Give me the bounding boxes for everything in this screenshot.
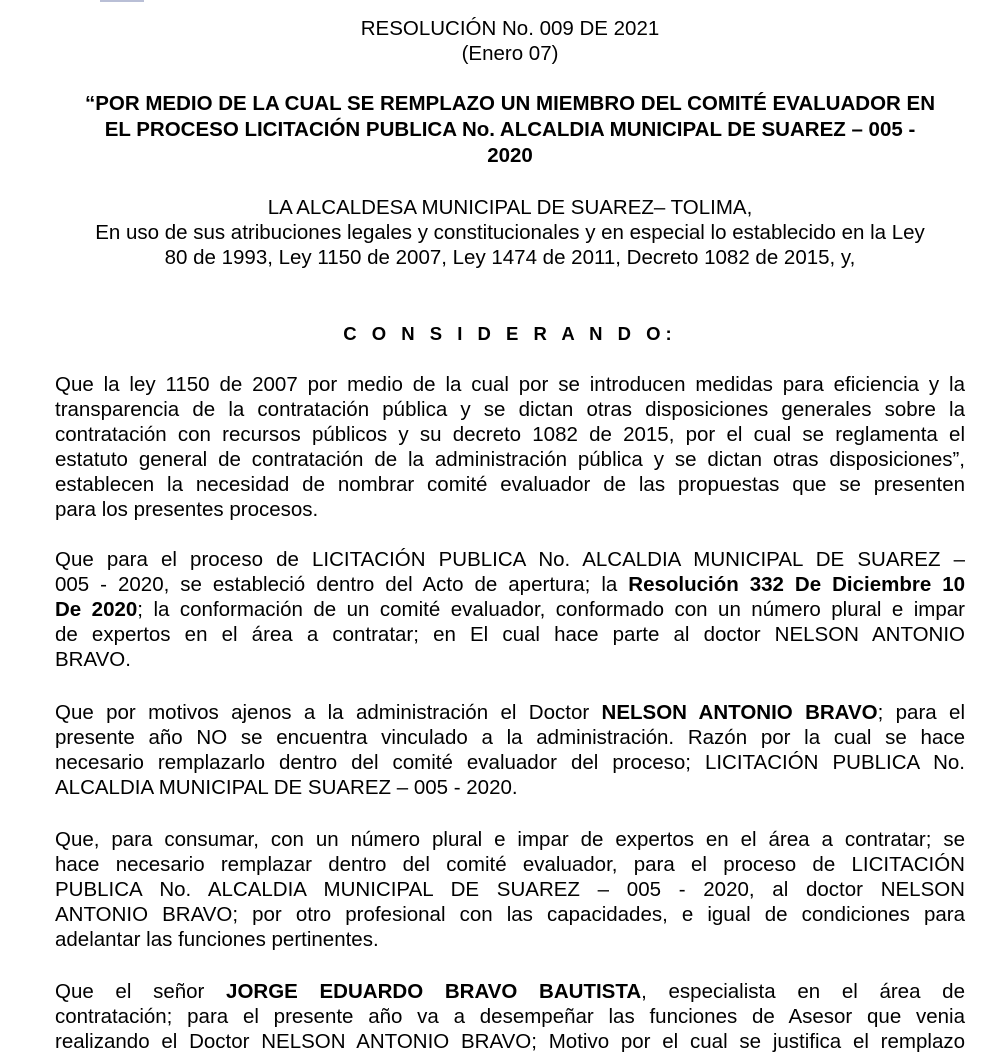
p5-line-2: contratación; para el presente año va a desempeñar las funciones de Asesor que venia	[55, 1005, 965, 1028]
person-name-nelson: NELSON ANTONIO BRAVO	[601, 701, 878, 724]
p3-line-1-end: ; para el	[877, 701, 965, 724]
p1-line-3: contratación con recursos públicos y su decreto 1082 de 2015, por el cual se reglamenta el	[55, 423, 965, 446]
p3-line-1	[55, 700, 965, 725]
p2-line-3	[55, 597, 965, 622]
paragraph-2	[55, 547, 965, 672]
p5-line-1-end: , especialista en el área de	[641, 980, 965, 1003]
authority-block	[55, 195, 965, 270]
header-mark	[100, 0, 144, 2]
resolution-header	[55, 16, 965, 66]
person-name-jorge: JORGE EDUARDO BRAVO BAUTISTA	[226, 980, 642, 1003]
title-line-3: 2020	[487, 144, 533, 167]
p1-line-6: para los presentes procesos.	[55, 498, 319, 521]
p4-line-3: PUBLICA No. ALCALDIA MUNICIPAL DE SUAREZ – 005 - 2020, al doctor NELSON	[55, 878, 965, 901]
paragraph-4	[55, 827, 965, 952]
p5-line-1	[55, 979, 965, 1004]
p1-line-5: establecen la necesidad de nombrar comité evaluador de las propuestas que se presenten	[55, 473, 965, 496]
paragraph-1	[55, 372, 965, 522]
p5-line-1-text: Que el señor	[55, 980, 227, 1003]
p4-line-1: Que, para consumar, con un número plural e impar de expertos en el área a contratar; se	[55, 828, 965, 851]
p2-line-2	[55, 572, 965, 597]
p2-line-5: BRAVO.	[55, 648, 131, 671]
paragraph-3	[55, 700, 965, 800]
p2-line-3-text: ; la conformación de un comité evaluador, conformado con un número plural e impar	[137, 598, 965, 621]
title-line-1: “POR MEDIO DE LA CUAL SE REMPLAZO UN MIEMBRO DEL COMITÉ EVALUADOR EN	[84, 92, 936, 115]
p2-line-2-text: 005 - 2020, se estableció dentro del Acto de apertura; la	[55, 573, 629, 596]
p4-line-4: ANTONIO BRAVO; por otro profesional con las capacidades, e igual de condiciones para	[55, 903, 965, 926]
title-line-2: EL PROCESO LICITACIÓN PUBLICA No. ALCALDIA MUNICIPAL DE SUAREZ – 005 -	[104, 118, 916, 141]
p1-line-1: Que la ley 1150 de 2007 por medio de la cual por se introducen medidas para eficiencia y la	[55, 373, 965, 396]
resolution-date: (Enero 07)	[461, 42, 559, 65]
p1-line-4: estatuto general de contratación de la administración pública y se dictan otras disposiciones”,	[55, 448, 965, 471]
p1-line-2: transparencia de la contratación pública y se dictan otras disposiciones generales sobre la	[55, 398, 965, 421]
considerando-heading: C O N S I D E R A N D O:	[343, 323, 677, 344]
authority-line-2: En uso de sus atribuciones legales y constitucionales y en especial lo establecido en la Ley	[95, 221, 925, 244]
p3-line-3: necesario remplazarlo dentro del comité evaluador del proceso; LICITACIÓN PUBLICA No.	[55, 751, 965, 774]
resolution-number: RESOLUCIÓN No. 009 DE 2021	[360, 17, 660, 40]
paragraph-5	[55, 979, 965, 1052]
resolution-reference-year: De 2020	[55, 598, 138, 621]
p2-line-4: de expertos en el área a contratar; en El cual hace parte al doctor NELSON ANTONIO	[55, 623, 965, 646]
authority-line-1: LA ALCALDESA MUNICIPAL DE SUAREZ– TOLIMA,	[267, 196, 753, 219]
p3-line-4: ALCALDIA MUNICIPAL DE SUAREZ – 005 - 2020.	[55, 776, 518, 799]
resolution-title	[55, 91, 965, 169]
authority-line-3: 80 de 1993, Ley 1150 de 2007, Ley 1474 de 2011, Decreto 1082 de 2015, y,	[164, 246, 856, 269]
p4-line-5: adelantar las funciones pertinentes.	[55, 928, 379, 951]
p3-line-2: presente año NO se encuentra vinculado a la administración. Razón por la cual se hace	[55, 726, 965, 749]
p5-line-3: realizando el Doctor NELSON ANTONIO BRAVO; Motivo por el cual se justifica el remplazo	[55, 1030, 965, 1052]
p4-line-2: hace necesario remplazar dentro del comité evaluador, para el proceso de LICITACIÓN	[55, 853, 965, 876]
p3-line-1-text: Que por motivos ajenos a la administración el Doctor	[55, 701, 602, 724]
resolution-reference: Resolución 332 De Diciembre 10	[628, 573, 966, 596]
p2-line-1: Que para el proceso de LICITACIÓN PUBLICA No. ALCALDIA MUNICIPAL DE SUAREZ –	[55, 548, 965, 571]
